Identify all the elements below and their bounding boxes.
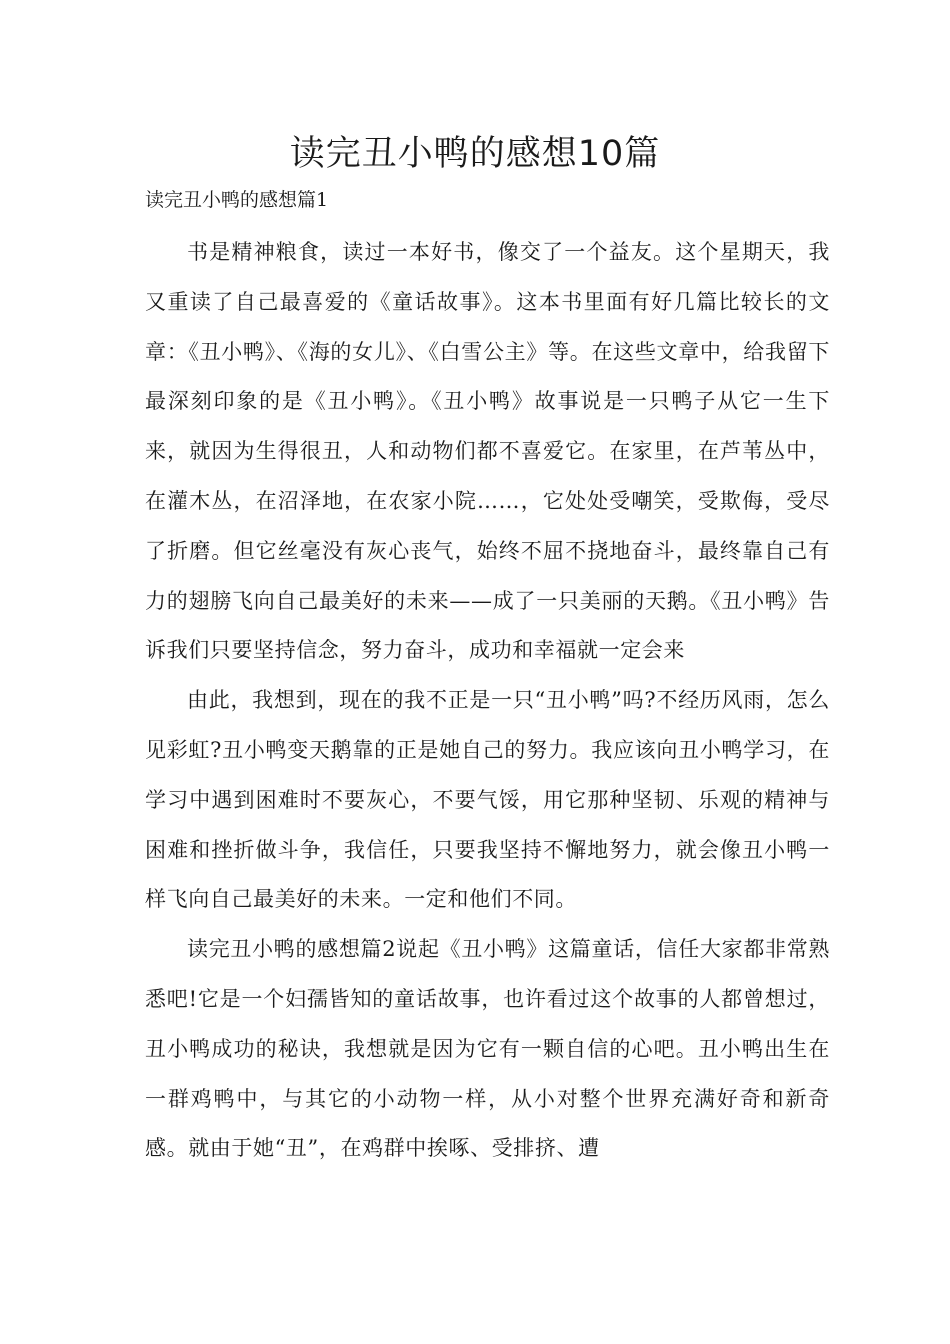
paragraph: 由此，我想到，现在的我不正是一只“丑小鸭”吗?不经历风雨，怎么见彩虹?丑小鸭变天鹅靠的正是她自己的努力。我应该向丑小鸭学习，在学习中遇到困难时不要灰心，不要气馁，用它那种坚韧、乐观的精神与困难和挫折做斗争，我信任，只要我坚持不懈地努力，就会像丑小鸭一样飞向自己最美好的未来。一定和他们不同。	[145, 688, 830, 912]
section-heading: 读完丑小鸭的感想篇1	[145, 189, 329, 211]
document-body	[145, 228, 830, 1174]
paragraph: 书是精神粮食，读过一本好书，像交了一个益友。这个星期天，我又重读了自己最喜爱的《童话故事》。这本书里面有好几篇比较长的文章：《丑小鸭》、《海的女儿》、《白雪公主》等。在这些文章中，给我留下最深刻印象的是《丑小鸭》。《丑小鸭》故事说是一只鸭子从它一生下来，就因为生得很丑，人和动物们都不喜爱它。在家里，在芦苇丛中，在灌木丛，在沼泽地，在农家小院……，它处处受嘲笑，受欺侮，受尽了折磨。但它丝毫没有灰心丧气，始终不屈不挠地奋斗，最终靠自己有力的翅膀飞向自己最美好的未来——成了一只美丽的天鹅。《丑小鸭》告诉我们只要坚持信念，努力奋斗，成功和幸福就一定会来	[145, 240, 830, 663]
paragraph: 读完丑小鸭的感想篇2说起《丑小鸭》这篇童话，信任大家都非常熟悉吧!它是一个妇孺皆知的童话故事，也许看过这个故事的人都曾想过，丑小鸭成功的秘诀，我想就是因为它有一颗自信的心吧。丑小鸭出生在一群鸡鸭中，与其它的小动物一样，从小对整个世界充满好奇和新奇感。就由于她“丑”，在鸡群中挨啄、受排挤、遭	[145, 937, 830, 1161]
document-title: 读完丑小鸭的感想10篇	[289, 134, 661, 174]
